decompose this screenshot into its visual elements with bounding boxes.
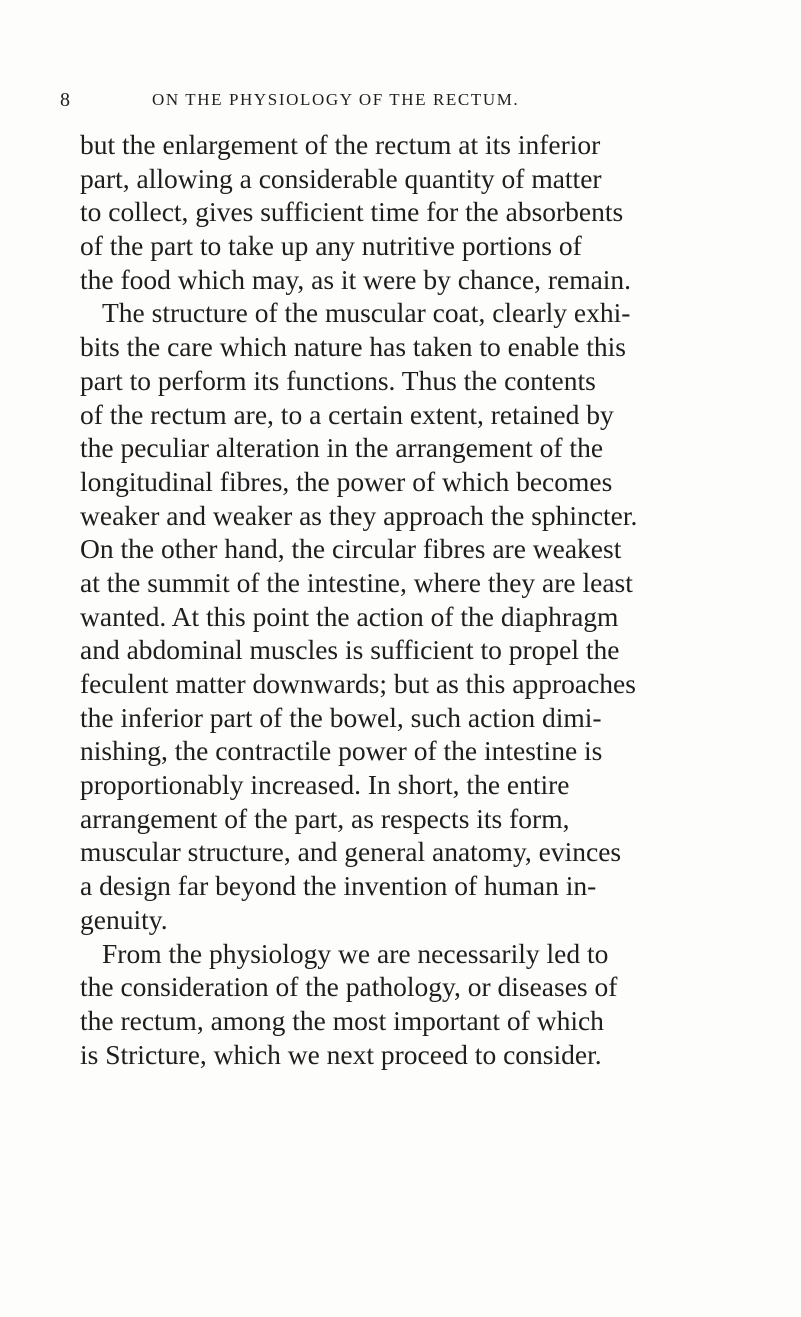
text-line: nishing, the contractile power of the intestine is	[80, 735, 603, 767]
text-line: the food which may, as it were by chance, remain.	[80, 263, 632, 295]
text-line: the consideration of the pathology, or diseases of	[80, 971, 618, 1003]
text-line: genuity.	[80, 903, 168, 935]
text-line: part, allowing a considerable quantity of matter	[80, 162, 602, 194]
text-line: muscular structure, and general anatomy, evinces	[80, 836, 622, 868]
text-line: weaker and weaker as they approach the sphincter.	[80, 499, 638, 531]
text-line: is Stricture, which we next proceed to consider.	[80, 1038, 602, 1070]
page-header	[60, 88, 760, 112]
text-line: The structure of the muscular coat, clearly exhi-	[102, 297, 631, 329]
text-line: the inferior part of the bowel, such action dimi-	[80, 701, 602, 733]
text-line: of the rectum are, to a certain extent, retained by	[80, 398, 614, 430]
text-line: the rectum, among the most important of which	[80, 1004, 604, 1036]
text-line: and abdominal muscles is sufficient to propel the	[80, 634, 620, 666]
page-number: 8	[60, 89, 70, 111]
text-line: From the physiology we are necessarily led to	[102, 937, 609, 969]
text-line: of the part to take up any nutritive portions of	[80, 230, 582, 262]
text-line: but the enlargement of the rectum at its inferior	[80, 129, 601, 160]
body-text	[80, 128, 760, 1071]
text-line: On the other hand, the circular fibres are weakest	[80, 533, 622, 565]
text-line: part to perform its functions. Thus the contents	[80, 364, 596, 396]
text-line: the peculiar alteration in the arrangement of the	[80, 432, 604, 464]
text-line: bits the care which nature has taken to enable this	[80, 331, 626, 363]
text-line: feculent matter downwards; but as this approaches	[80, 668, 636, 699]
text-line: at the summit of the intestine, where they are least	[80, 566, 633, 598]
text-line: proportionably increased. In short, the entire	[80, 769, 570, 801]
text-line: arrangement of the part, as respects its form,	[80, 802, 570, 834]
text-line: wanted. At this point the action of the diaphragm	[80, 600, 619, 632]
text-line: longitudinal fibres, the power of which becomes	[80, 465, 613, 497]
text-line: to collect, gives sufficient time for the absorbents	[80, 196, 624, 228]
running-title: ON THE PHYSIOLOGY OF THE RECTUM.	[152, 90, 520, 109]
text-line: a design far beyond the invention of human in-	[80, 870, 597, 902]
